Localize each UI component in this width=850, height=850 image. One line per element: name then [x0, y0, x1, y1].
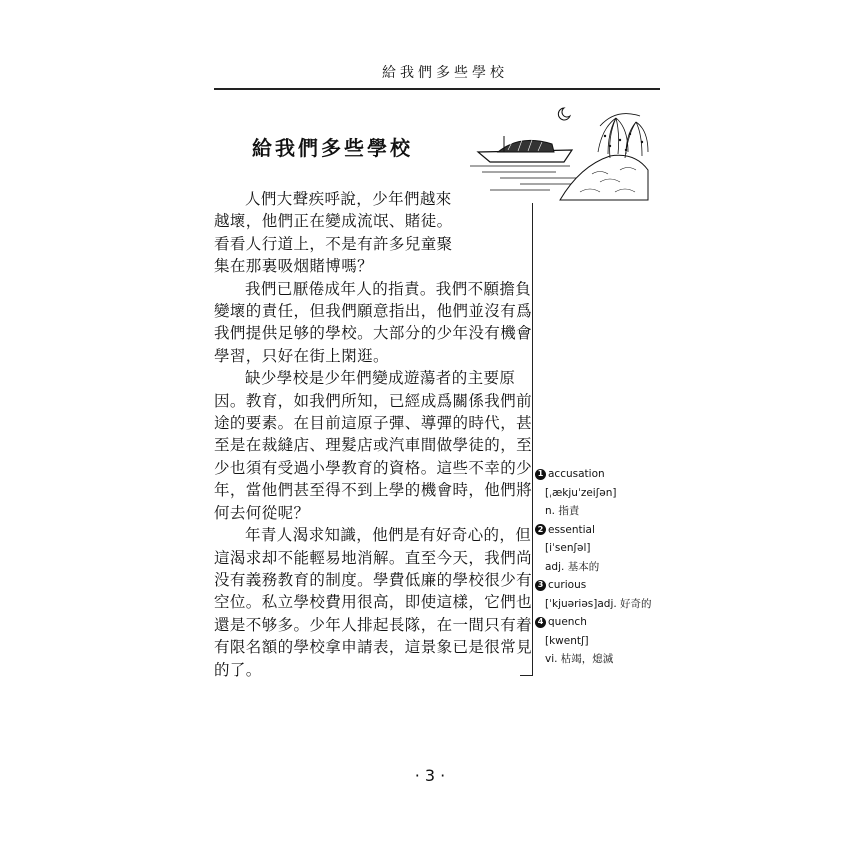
note-number-badge: 2	[535, 524, 546, 535]
article-body	[214, 188, 532, 681]
article-title: 給我們多些學校	[252, 136, 413, 160]
header-rule	[214, 88, 660, 90]
glossary-definition: n. 指責	[545, 505, 580, 517]
note-number-badge: 3	[535, 580, 546, 591]
running-header-title: 給我們多些學校	[382, 65, 508, 81]
glossary-definition: adj. 基本的	[545, 560, 600, 573]
column-divider	[532, 203, 533, 675]
glossary-entry	[535, 613, 670, 669]
glossary-phonetic: [kwentʃ]	[545, 634, 589, 647]
glossary-definition: vi. 枯竭，熄滅	[545, 653, 614, 665]
glossary-word: accusation	[548, 468, 605, 480]
paragraph-3: 缺少學校是少年們變成遊蕩者的主要原因。教育，如我們所知，已經成爲關係我們前途的要素。在目前這原子彈、導彈的時代，甚至是在裁縫店、理髮店或汽車間做學徒的，至少也須有受過小學教育的資格。這些不幸的少年，當他們甚至得不到上學的機會時，他們將何去何從呢？	[214, 369, 533, 522]
glossary-word: quench	[548, 616, 587, 628]
glossary-entry	[535, 576, 670, 613]
note-number-badge: 1	[535, 469, 546, 480]
glossary-word: essential	[548, 523, 595, 536]
paragraph-4: 年青人渴求知識，他們是有好奇心的，但這渴求却不能輕易地消解。直至今天，我們尚没有義務教育的制度。學費低廉的學校很少有空位。私立學校費用很高，即使這樣，它們也還是不够多。少年人排起長隊，在一間只有着有限名額的學校拿申請表，這景象已是很常見的了。	[214, 526, 533, 679]
glossary-definition: adj. 好奇的	[597, 597, 652, 610]
glossary-word: curious	[548, 579, 587, 591]
column-divider-foot	[520, 675, 533, 676]
glossary-phonetic: [ˈkjuəriəs]	[545, 597, 598, 610]
page-number: · 3 ·	[414, 766, 446, 785]
paragraph-2: 我們已厭倦成年人的指責。我們不願擔負變壞的責任，但我們願意指出，他們並沒有爲我們提供足够的學校。大部分的少年没有機會學習，只好在街上閑逛。	[214, 279, 533, 365]
glossary-entry	[535, 521, 670, 577]
paragraph-1: 人們大聲疾呼說，少年們越來越壞，他們正在變成流氓、賭徒。看看人行道上，不是有許多兒童聚集在那裏吸烟賭博嗎？	[214, 190, 453, 276]
glossary-entry	[535, 465, 670, 521]
glossary-phonetic: [iˈsenʃəl]	[545, 542, 591, 554]
glossary-phonetic: [ˌækjuˈzeiʃən]	[545, 486, 617, 499]
vocabulary-notes	[535, 465, 670, 669]
note-number-badge: 4	[535, 617, 546, 628]
